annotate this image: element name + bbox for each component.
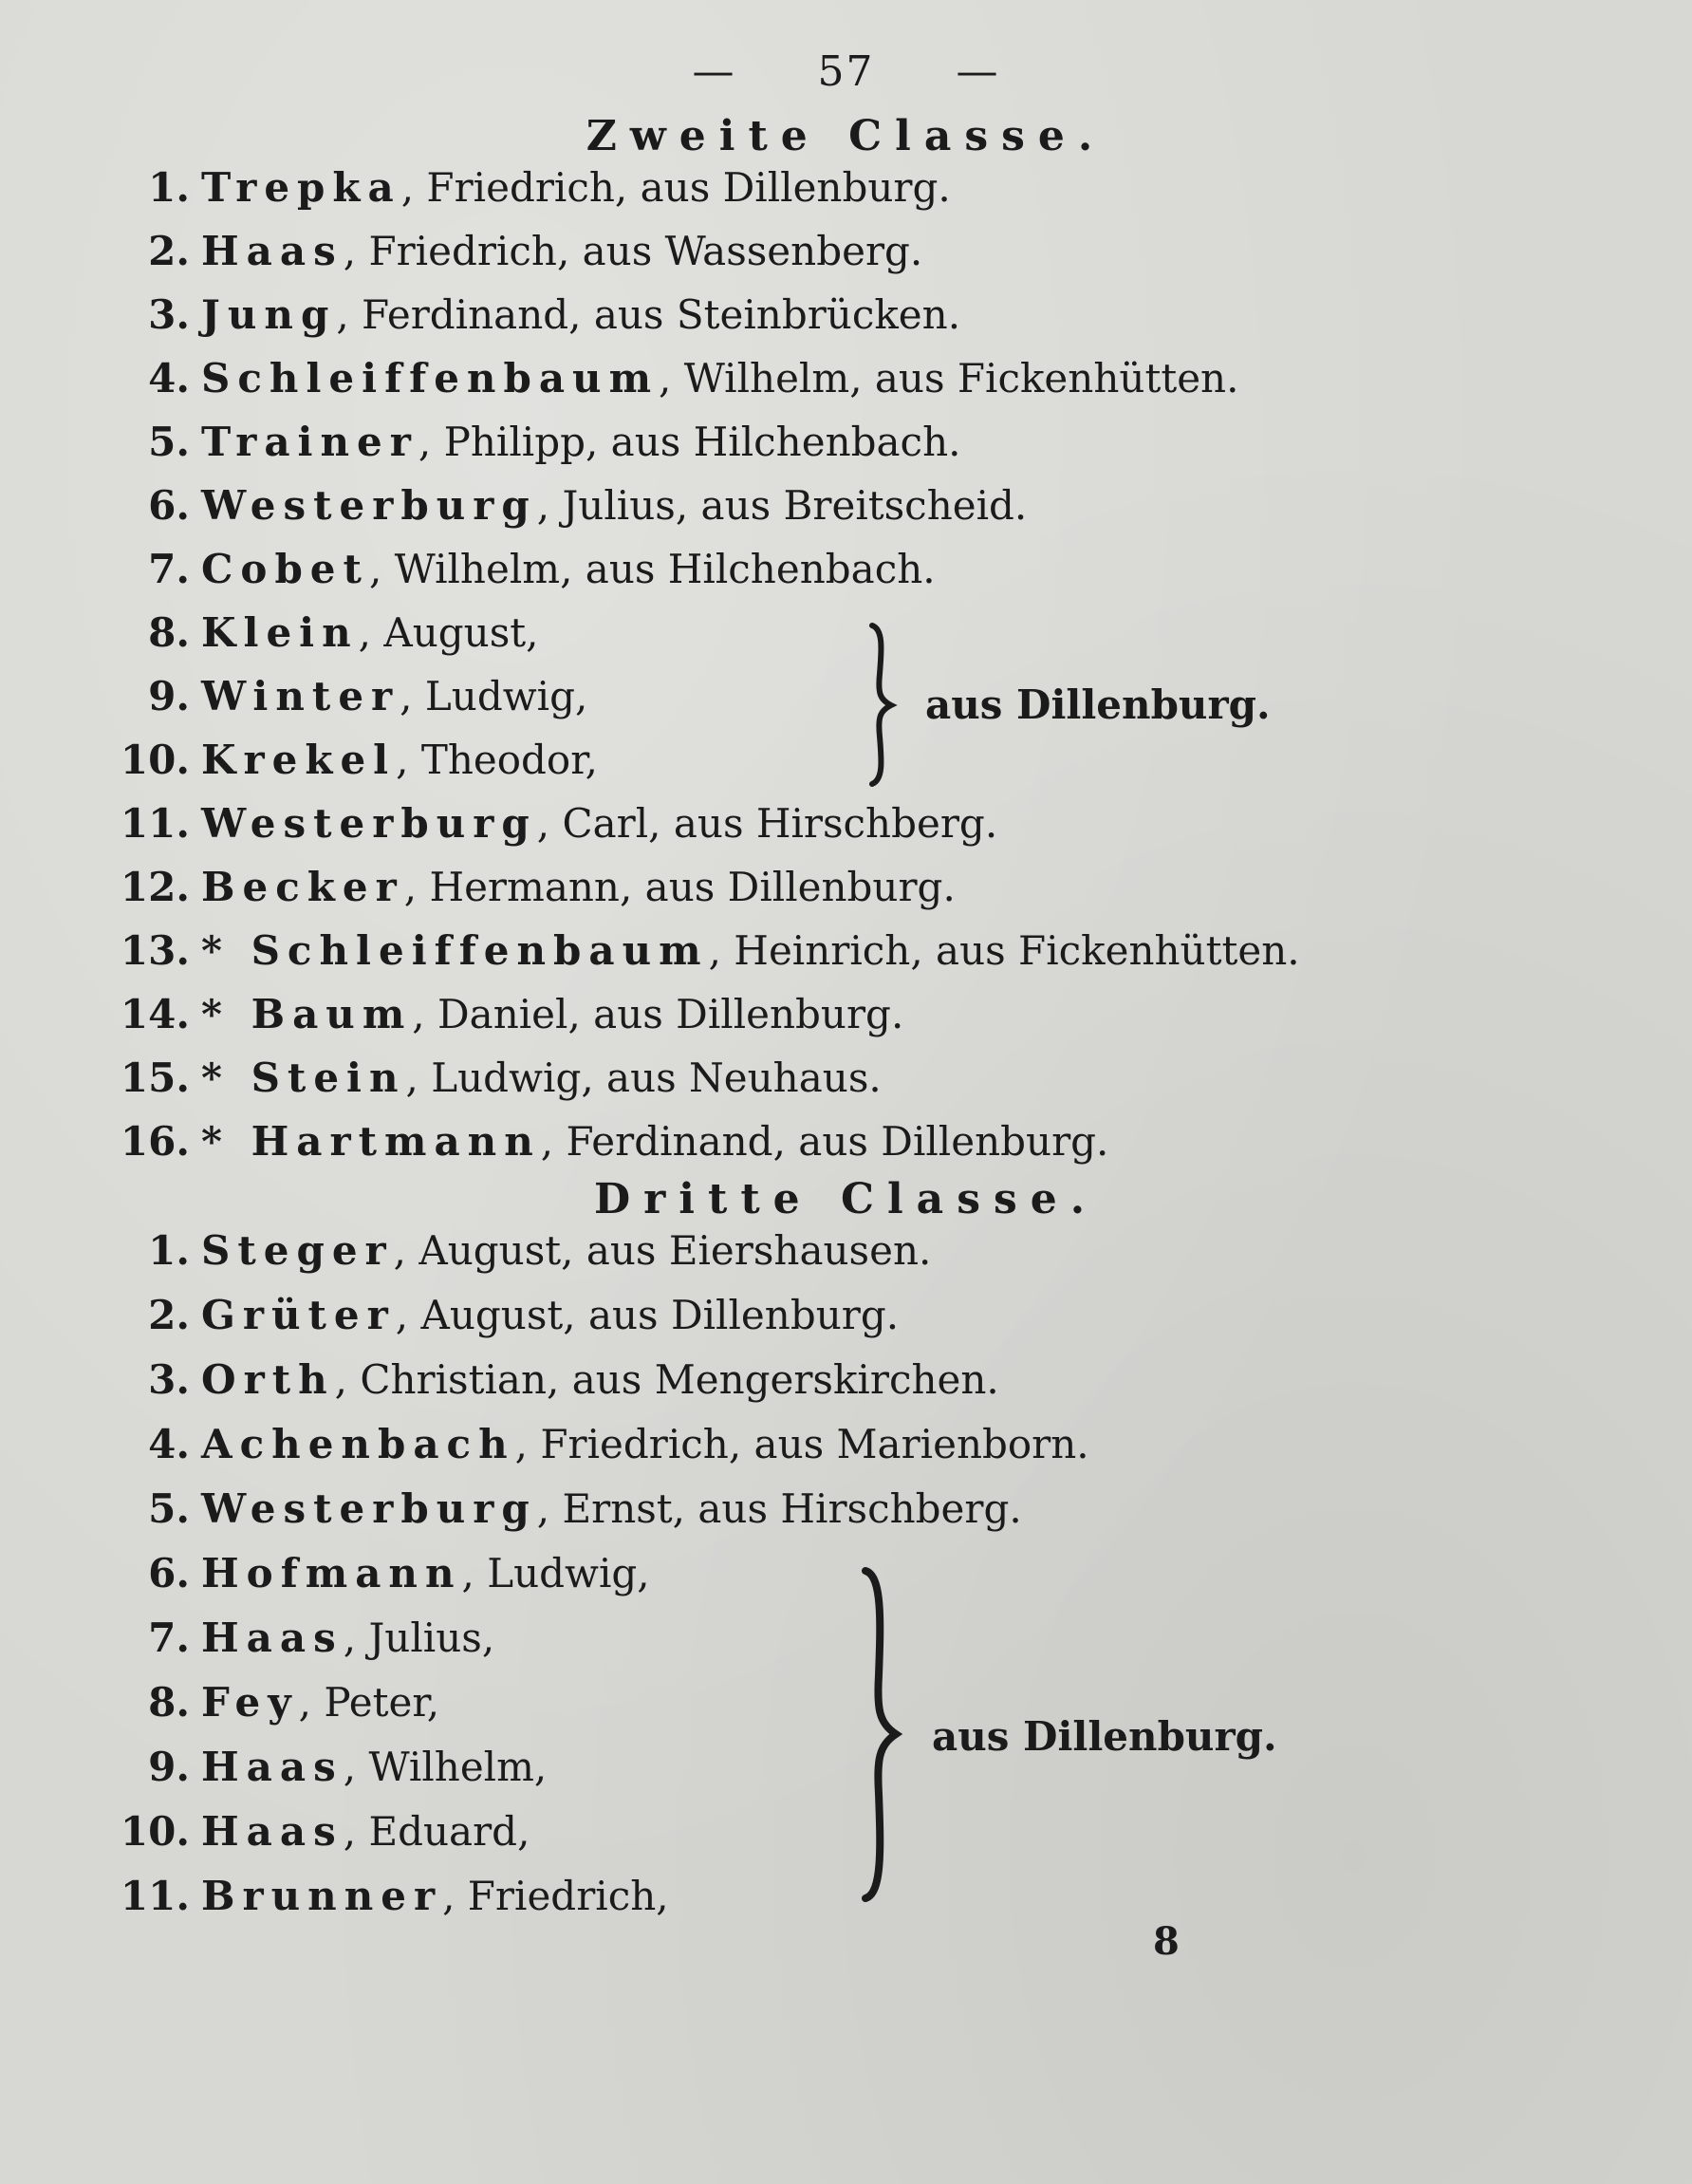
entry-rest: , August, aus Eiershausen. (393, 1227, 932, 1274)
entry-rest: , Wilhelm, aus Fickenhütten. (659, 355, 1239, 401)
entry-text (201, 1481, 1022, 1538)
section-heading-dritte: Dritte Classe. (593, 1175, 1099, 1223)
signature-mark: 8 (1153, 1919, 1180, 1964)
entry-number: 7. (148, 1615, 190, 1661)
entry-number: 12. (120, 864, 190, 910)
entry-rest: , August, (358, 609, 539, 656)
entry-surname: Krekel (201, 737, 397, 783)
entry-number: 8. (148, 1679, 190, 1726)
entry-number: 11. (120, 1873, 190, 1919)
entry-surname: Grüter (201, 1292, 396, 1338)
entry-number: 4. (148, 355, 190, 401)
entry-text (201, 1803, 530, 1860)
entry-text (201, 923, 1300, 980)
entry-rest: , Julius, aus Breitscheid. (536, 482, 1028, 529)
entry-number: 4. (148, 1421, 190, 1467)
entry-text (201, 668, 587, 725)
entry-surname: Becker (201, 864, 404, 910)
entry-surname: Haas (201, 1808, 344, 1855)
entry-surname: Haas (201, 1744, 344, 1790)
entry-rest: , Friedrich, (442, 1873, 669, 1919)
page-number-dash-left: — (692, 47, 736, 96)
entry-surname: Klein (201, 609, 359, 656)
entry-text (201, 541, 936, 598)
entry-rest: , Ludwig, (400, 673, 588, 719)
entry-surname: Haas (201, 1615, 344, 1661)
entry-number: 13. (120, 927, 190, 974)
entry-rest: , Wilhelm, aus Hilchenbach. (368, 546, 936, 592)
entry-number: 3. (148, 1356, 190, 1403)
entry-rest: , Ferdinand, aus Dillenburg. (540, 1118, 1109, 1165)
entry-rest: , Daniel, aus Dillenburg. (412, 991, 904, 1037)
entry-surname: Brunner (201, 1873, 443, 1919)
entry-surname: * Schleiffenbaum (201, 927, 709, 974)
entry-surname: * Hartmann (201, 1118, 541, 1165)
entry-text (201, 1287, 899, 1344)
entry-surname: Orth (201, 1356, 335, 1403)
entry-rest: , Ludwig, (461, 1550, 650, 1596)
entry-text (201, 223, 922, 280)
entry-text (201, 1868, 669, 1925)
entry-text (201, 795, 997, 852)
entry-surname: Trainer (201, 419, 418, 465)
entry-surname: * Baum (201, 991, 413, 1037)
entry-rest: , Ernst, aus Hirschberg. (536, 1485, 1022, 1532)
entry-text (201, 1545, 650, 1602)
entry-number: 10. (120, 1808, 190, 1855)
entry-rest: , Friedrich, aus Dillenburg. (400, 164, 951, 211)
entry-surname: Westerburg (201, 1485, 537, 1532)
entry-number: 2. (148, 1292, 190, 1338)
entry-surname: Schleiffenbaum (201, 355, 660, 401)
entry-rest: , Theodor, (396, 737, 599, 783)
entry-number: 2. (148, 228, 190, 274)
entry-number: 6. (148, 1550, 190, 1596)
entry-number: 16. (120, 1118, 190, 1165)
entry-number: 5. (148, 1485, 190, 1532)
entry-text (201, 477, 1027, 534)
entry-rest: , Philipp, aus Hilchenbach. (418, 419, 961, 465)
entry-rest: , Friedrich, aus Wassenberg. (343, 228, 923, 274)
entry-number: 1. (148, 164, 190, 211)
entry-rest: , Carl, aus Hirschberg. (536, 800, 998, 847)
entry-rest: , Ferdinand, aus Steinbrücken. (336, 291, 961, 338)
entry-text (201, 1739, 547, 1796)
entry-number: 14. (120, 991, 190, 1037)
entry-text (201, 1113, 1108, 1170)
entry-number: 9. (148, 1744, 190, 1790)
entry-rest: , Heinrich, aus Fickenhütten. (708, 927, 1300, 974)
entry-number: 11. (120, 800, 190, 847)
entry-number: 5. (148, 419, 190, 465)
entry-number: 3. (148, 291, 190, 338)
entry-surname: Westerburg (201, 800, 537, 847)
entry-text (201, 1223, 931, 1279)
entry-text (201, 732, 598, 789)
entry-text (201, 287, 960, 344)
brace-icon (854, 1566, 911, 1903)
entry-number: 10. (120, 737, 190, 783)
entry-text (201, 859, 956, 916)
entry-text (201, 1674, 439, 1731)
entry-surname: Achenbach (201, 1421, 515, 1467)
entry-rest: , Wilhelm, (343, 1744, 548, 1790)
entry-rest: , Christian, aus Mengerskirchen. (334, 1356, 999, 1403)
entry-text (201, 1050, 882, 1107)
page-number: 57 (817, 47, 875, 96)
bracket-label: aus Dillenburg. (925, 681, 1271, 728)
page-header (0, 47, 1692, 96)
entry-text (201, 414, 960, 471)
entry-text (201, 986, 903, 1043)
entry-surname: Westerburg (201, 482, 537, 529)
entry-rest: , August, aus Dillenburg. (395, 1292, 900, 1338)
entry-surname: Cobet (201, 546, 369, 592)
entry-text (201, 1610, 494, 1667)
brace-icon (859, 622, 906, 788)
entry-rest: , Friedrich, aus Marienborn. (514, 1421, 1089, 1467)
entry-number: 15. (120, 1055, 190, 1101)
entry-surname: * Stein (201, 1055, 406, 1101)
entry-surname: Haas (201, 228, 344, 274)
entry-surname: Jung (201, 291, 337, 338)
entry-rest: , Peter, (298, 1679, 440, 1726)
entry-surname: Trepka (201, 164, 401, 211)
entry-number: 1. (148, 1227, 190, 1274)
entry-text (201, 1416, 1089, 1473)
bracket-label: aus Dillenburg. (932, 1713, 1277, 1760)
entry-number: 6. (148, 482, 190, 529)
entry-rest: , Hermann, aus Dillenburg. (403, 864, 956, 910)
page-number-dash-right: — (956, 47, 1000, 96)
entry-surname: Hofmann (201, 1550, 462, 1596)
entry-rest: , Ludwig, aus Neuhaus. (405, 1055, 882, 1101)
entry-surname: Fey (201, 1679, 299, 1726)
entry-text (201, 159, 951, 216)
entry-text (201, 350, 1238, 407)
entry-surname: Steger (201, 1227, 394, 1274)
entry-text (201, 1352, 999, 1409)
entry-number: 8. (148, 609, 190, 656)
entry-text (201, 605, 538, 662)
section-heading-zweite: Zweite Classe. (586, 112, 1106, 160)
entry-rest: , Eduard, (343, 1808, 530, 1855)
entry-number: 9. (148, 673, 190, 719)
entry-number: 7. (148, 546, 190, 592)
entry-surname: Winter (201, 673, 400, 719)
entry-rest: , Julius, (343, 1615, 495, 1661)
